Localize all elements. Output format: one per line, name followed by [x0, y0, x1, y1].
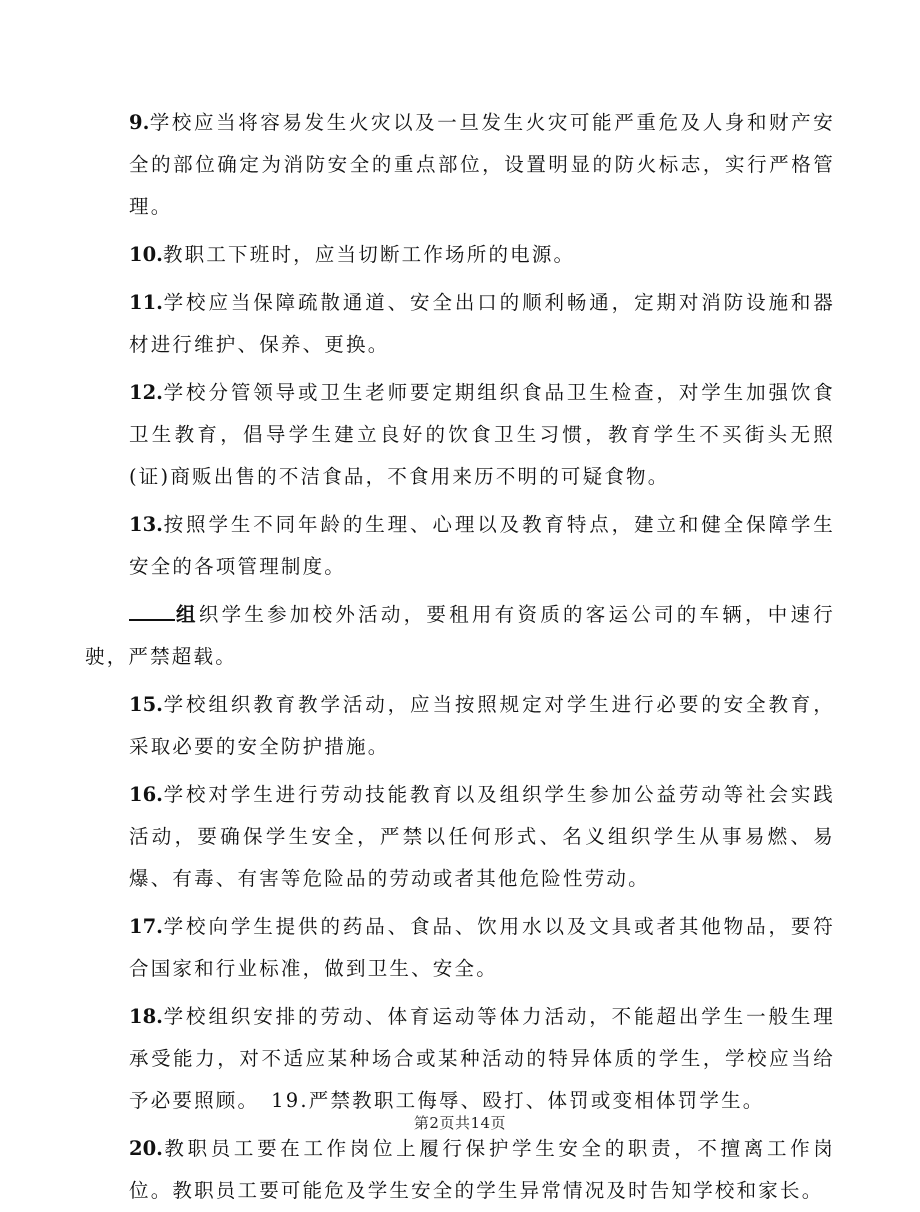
paragraph-15	[85, 684, 835, 768]
paragraph-text: 教职员工要在工作岗位上履行保护学生安全的职责，不擅离工作岗位。教职员工要可能危及学生安全的学生异常情况及时告知学校和家长。	[129, 1137, 835, 1202]
paragraph-text: 织学生参加校外活动，要租用有资质的客运公司的车辆，中速行驶，严禁超载。	[85, 603, 835, 668]
paragraph-text: 学校应当保障疏散通道、安全出口的顺利畅通，定期对消防设施和器材进行维护、保养、更换。	[129, 291, 835, 356]
paragraph-text: 学校对学生进行劳动技能教育以及组织学生参加公益劳动等社会实践活动，要确保学生安全，严禁以任何形式、名义组织学生从事易燃、易爆、有毒、有害等危险品的劳动或者其他危险性劳动。	[129, 783, 835, 890]
paragraph-11	[85, 282, 835, 366]
paragraph-16	[85, 774, 835, 900]
paragraph-20	[85, 1128, 835, 1212]
paragraph-14	[85, 594, 835, 678]
paragraph-text: 学校组织教育教学活动，应当按照规定对学生进行必要的安全教育，采取必要的安全防护措施。	[129, 693, 835, 758]
item-number: 9.	[129, 111, 150, 134]
item-number: 10.	[129, 243, 163, 266]
item-number: 13.	[129, 513, 163, 536]
paragraph-text: 学校应当将容易发生火灾以及一旦发生火灾可能严重危及人身和财产安全的部位确定为消防安全的重点部位，设置明显的防火标志，实行严格管理。	[129, 111, 835, 218]
item-number: 11.	[129, 291, 163, 314]
item-number: 12.	[129, 381, 163, 404]
paragraph-bold-char: 组	[175, 603, 199, 626]
paragraph-text: 学校分管领导或卫生老师要定期组织食品卫生检查，对学生加强饮食卫生教育，倡导学生建立良好的饮食卫生习惯，教育学生不买街头无照(证)商贩出售的不洁食品，不食用来历不明的可疑食物。	[129, 381, 835, 488]
paragraph-9	[85, 102, 835, 228]
paragraph-text: 按照学生不同年龄的生理、心理以及教育特点，建立和健全保障学生安全的各项管理制度。	[129, 513, 835, 578]
paragraph-17	[85, 906, 835, 990]
item-number: 20.	[129, 1137, 163, 1160]
item-number: 15.	[129, 693, 163, 716]
blank-underline	[129, 599, 175, 621]
paragraph-13	[85, 504, 835, 588]
paragraph-18	[85, 996, 835, 1122]
item-number: 16.	[129, 783, 163, 806]
item-number: 17.	[129, 915, 163, 938]
page-number-footer: 第2页共14页	[413, 1114, 507, 1132]
paragraph-text: 教职工下班时，应当切断工作场所的电源。	[162, 243, 576, 266]
document-body	[85, 102, 835, 1212]
paragraph-tail: 。 19.严禁教职工侮辱、殴打、体罚或变相体罚学生。	[237, 1089, 765, 1112]
paragraph-text: 学校组织安排的劳动、体育运动等体力活动，不能超出学生一般生理承受能力，对不适应某种场合或某种活动的特异体质的学生，学校应当给予必要照顾	[129, 1005, 835, 1112]
paragraph-10	[85, 234, 835, 276]
item-number: 18.	[129, 1005, 163, 1028]
paragraph-12	[85, 372, 835, 498]
paragraph-text: 学校向学生提供的药品、食品、饮用水以及文具或者其他物品，要符合国家和行业标准，做到卫生、安全。	[129, 915, 835, 980]
